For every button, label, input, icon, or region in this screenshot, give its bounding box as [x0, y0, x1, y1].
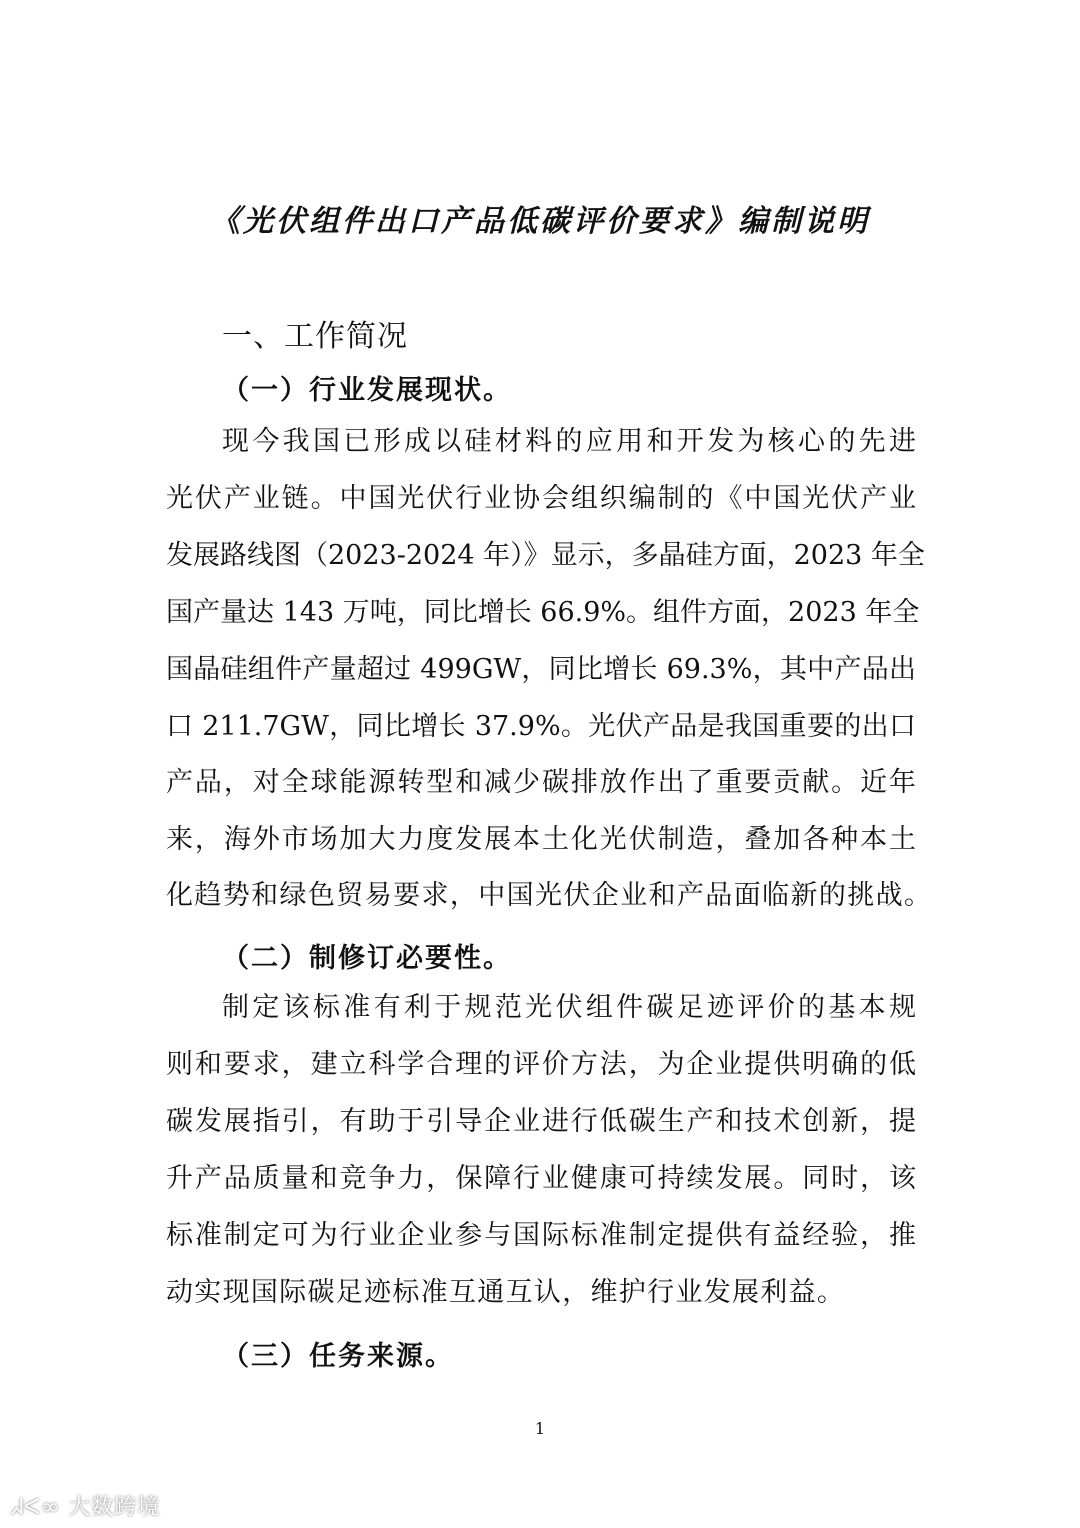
subsection-heading: （一）行业发展现状。	[222, 375, 512, 406]
text-line: 标准制定可为行业企业参与国际标准制定提供有益经验，推	[166, 1220, 916, 1251]
text-line: 产品，对全球能源转型和减少碳排放作出了重要贡献。近年	[166, 767, 916, 798]
text-line: 国产量达 143 万吨，同比增长 66.9%。组件方面，2023 年全	[166, 597, 920, 628]
subsection-heading: （二）制修订必要性。	[222, 943, 512, 974]
text-line: 则和要求，建立科学合理的评价方法，为企业提供明确的低	[166, 1049, 916, 1080]
text-line: 现今我国已形成以硅材料的应用和开发为核心的先进	[222, 426, 916, 457]
text-line: 升产品质量和竞争力，保障行业健康可持续发展。同时，该	[166, 1163, 916, 1194]
subsection-heading: （三）任务来源。	[222, 1341, 454, 1372]
document-title: 《光伏组件出口产品低碳评价要求》编制说明	[210, 204, 870, 239]
text-line: 口 211.7GW，同比增长 37.9%。光伏产品是我国重要的出口	[166, 711, 916, 742]
text-line: 制定该标准有利于规范光伏组件碳足迹评价的基本规	[222, 992, 916, 1023]
page-number: 1	[534, 1419, 546, 1438]
text-line: 光伏产业链。中国光伏行业协会组织编制的《中国光伏产业	[166, 483, 916, 514]
text-line: 化趋势和绿色贸易要求，中国光伏企业和产品面临新的挑战。	[166, 880, 931, 911]
text-line: 碳发展指引，有助于引导企业进行低碳生产和技术创新，提	[166, 1106, 916, 1137]
text-line: 国晶硅组件产量超过 499GW，同比增长 69.3%，其中产品出	[166, 654, 916, 685]
watermark-logo	[10, 1490, 160, 1521]
watermark-icon: ᖽᐸ∞	[10, 1495, 69, 1520]
text-line: 来，海外市场加大力度发展本土化光伏制造，叠加各种本土	[166, 824, 916, 855]
section-heading: 一、工作简况	[222, 319, 408, 354]
text-line: 发展路线图（2023-2024 年）》显示，多晶硅方面，2023 年全	[166, 540, 925, 571]
text-line: 动实现国际碳足迹标准互通互认，维护行业发展利益。	[166, 1277, 846, 1308]
watermark-text: 大数跨境	[68, 1495, 161, 1520]
